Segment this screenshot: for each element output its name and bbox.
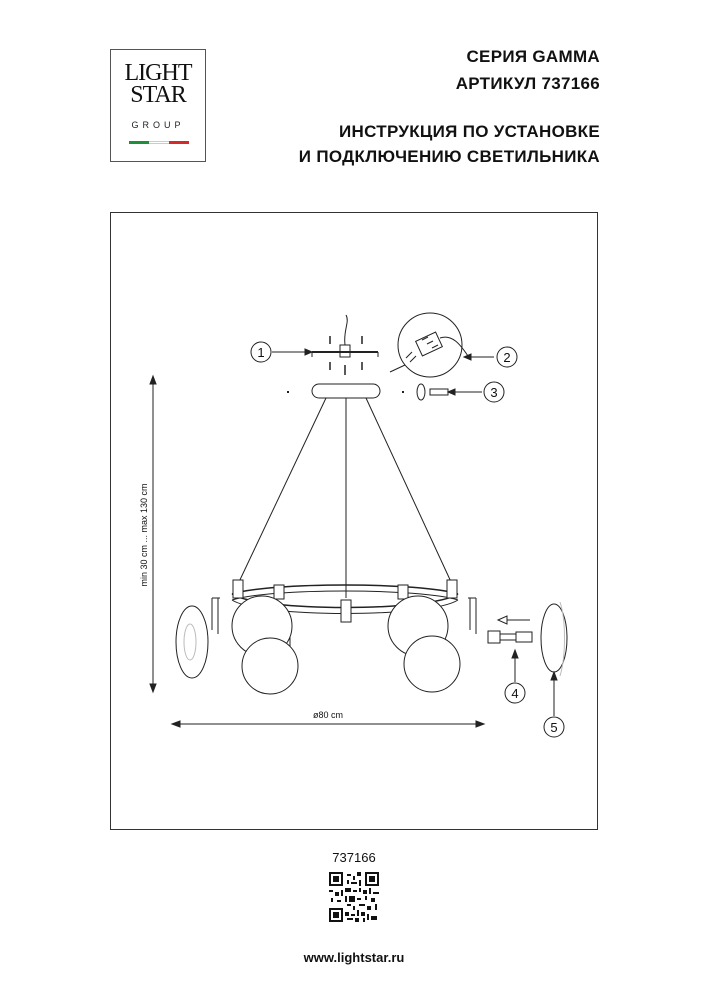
lamp-holder	[488, 631, 532, 682]
height-label: min 30 cm ... max 130 cm	[139, 483, 149, 587]
callout-3: 3	[490, 385, 498, 400]
logo-line3: GROUP	[131, 120, 185, 130]
qr-code-icon	[329, 872, 379, 922]
logo-line2: STAR	[130, 82, 186, 108]
callout-1: 1	[257, 345, 265, 360]
single-glass-shade	[541, 602, 567, 716]
callout-2: 2	[503, 350, 511, 365]
title-line1: ИНСТРУКЦИЯ ПО УСТАНОВКЕ	[339, 122, 600, 141]
fixing-screw	[417, 384, 482, 400]
logo-line1: LIGHT	[124, 60, 192, 86]
mounting-bracket	[312, 315, 378, 375]
callout-5: 5	[550, 720, 558, 735]
glass-shades	[176, 596, 460, 694]
article-label: АРТИКУЛ 737166	[455, 74, 600, 93]
callout-4: 4	[511, 686, 519, 701]
height-dimension	[150, 376, 156, 692]
title-line2: И ПОДКЛЮЧЕНИЮ СВЕТИЛЬНИКА	[298, 147, 600, 166]
terminal-block-zoom	[390, 313, 468, 377]
product-sku: 737166	[332, 850, 376, 865]
width-label: ø80 cm	[312, 710, 344, 720]
series-label: СЕРИЯ GAMMA	[466, 47, 600, 66]
canopy	[287, 384, 404, 398]
website-link[interactable]: www.lightstar.ru	[303, 950, 405, 965]
width-dimension	[172, 721, 484, 727]
suspension-cables	[238, 398, 452, 598]
